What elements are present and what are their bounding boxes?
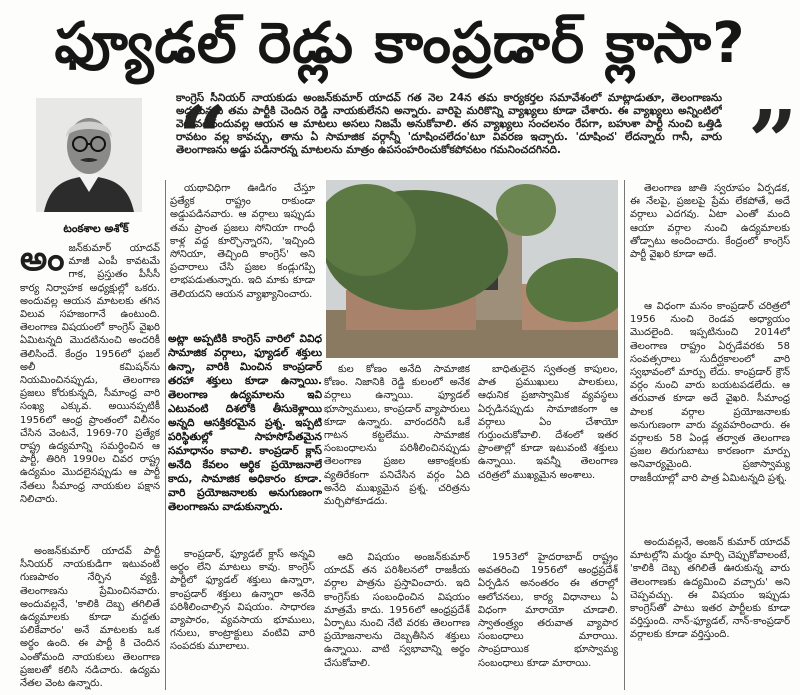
column-1-bottom	[20, 545, 160, 695]
fort-photo	[326, 180, 618, 358]
intro-paragraph: కాంగ్రెస్ సీనియర్ నాయకుడు అంజన్‌కుమార్ యాదవ్ గత నెల 24న తమ కార్యకర్తల సమావేశంలో మాట్లాడుతూ, తెలంగాణను అడ్డుకున్నది తమ పార్టీకి చెందిన రెడ్డి నాయకులేనని అన్నారు. వారిపై మరికొన్ని వ్యాఖ్యలు కూడా చేశారు. ఈ వ్యాఖ్యలు అన్నింటిలో వెలువడినందువల్ల ఆయన ఆ మాటలు అసలు నిజమే అనుకోవాలి. తన వ్యాఖ్యలు సంచలనం రేపగా, బహుశా పార్టీ నుంచి ఒత్తిడి రావటం వల్ల కావచ్చు, తాను ఏ సామాజిక వర్గాన్నీ 'దూషించలేదం'టూ వివరణ ఇచ్చారు. 'దూషించ' లేదన్నారు గానీ, వారు తెలంగాణను అడ్డు పడినారన్న మాటలను మాత్రం ఉపసంహరించుకోకపోవటం గమనించదగినది.	[176, 92, 722, 156]
close-quote-icon: ”	[748, 92, 798, 193]
paragraph: అంజన్‌కుమార్ యాదవ్ పార్టీ సీనియర్ నాయకుడిగా ఇటువంటి గుణపాఠం నేర్పిన వ్యక్తి. తెలంగాణను ప్రేమించినవారు. అందువల్లనే, 'కాలికి దెబ్బ తగిలితే ఉద్యమాలకు కూడా మద్దతు పలికేవారం' అనే మాటలకు ఒక అర్థం ఉంది. ఈ పార్టీ కి చెందిన ఎంతోమంది నాయకులు తెలంగాణ ప్రజలతో కలిసి నడిచారు. ఉద్యమ నేతల వెంట ఉన్నారు.	[20, 546, 160, 690]
paragraph: 1953లో హైదరాబాద్ రాష్ట్రం అవతరించి 1956లో ఆంధ్రప్రదేశ్ ఏర్పడిన అనంతరం ఈ తరాల్లో ఆలోచనలు, కార్య విధానాలు ఏ విధంగా మారాయో చూడాలి. స్వాతంత్ర్యం తరువాత వ్యాపార సంబంధాలు మారాయి. సాంప్రదాయిక భూస్వామ్య సంబంధాలు కూడా మారాయి.	[478, 552, 618, 669]
column-2-top	[170, 182, 315, 328]
column-3-bottom	[324, 551, 470, 695]
paragraph: ఆ విధంగా మనం కాంప్రడార్ చరిత్రలో 1956 నుంచి రెండవ అధ్యాయం మొదలైంది. ఇప్పటినుంచి 2014లో తెలంగాణ రాష్ట్రం ఏర్పడేవరకు 58 సంవత్సరాలు సుదీర్ఘకాలంలో వారి స్వభావంలో మార్పు లేదు. కాంప్రడార్ క్రౌన్ వర్గం నుంచి వారు బయటపడలేదు. ఆ తరువాత కూడా అదే వైఖరి. సీమాంధ్ర పాలక వర్గాల ప్రయోజనాలకు అనుగుణంగా వారు వ్యవహరించారు. ఈ వర్గాలకు 58 ఏండ్ల తర్వాత తెలంగాణ ప్రజల తిరుగుబాటు కారణంగా మార్పు అనివార్యమైంది. ప్రజాస్వామ్య రాజకీయాల్లో వారి పాత్ర ఏమిటన్నది ప్రశ్న.	[630, 301, 790, 484]
author-byline: టంకశాల అశోక్	[63, 222, 129, 235]
fort-ruins-icon	[326, 180, 618, 358]
column-5-middle	[630, 300, 790, 532]
author-portrait-icon	[36, 98, 142, 212]
headline: ఫ్యూడల్ రెడ్లు కాంప్రడార్ క్లాసా?	[54, 11, 746, 76]
paragraph: యథావిధిగా ఊడిగం చేస్తూ ప్రత్యేక రాష్ట్రం రాకుండా అడ్డుపడినవారు. ఆ వర్గాలు ఇప్పుడు తమ ప్రాంత ప్రజలు సోనియా గాంధీ కాళ్ల వద్ద కూర్చొన్నారని, 'ఇచ్చింది సోనియా, తెచ్చింది కాంగ్రెస్' అని ప్రచారాలు చేసి ప్రజల కండ్లుగప్పి లాభపడుతున్నారు. ఇది మాకు కూడా తెలియదని ఆయన వ్యాఖ్యానించారు.	[170, 183, 315, 300]
column-divider	[624, 180, 625, 690]
author-photo	[36, 98, 142, 212]
paragraph: అందువల్లనే, అంజన్ కుమార్ యాదవ్ మాటల్లోని మర్మం మార్చి చెప్పుకోవాలంటే, 'కాలికి దెబ్బ తగిలితే ఊరుకున్న వారు తెలంగాణకు ఉద్యమించి వచ్చారు' అని చెప్పవచ్చు. ఈ విషయం ఇప్పుడు కాంగ్రెస్‌తో పాటు ఇతర పార్టీలకు కూడా వర్తిస్తుంది. నాన్-ఫ్యూడల్, నాన్-కాంప్రడార్ వర్గాలకు కూడా వర్తిస్తుంది.	[630, 537, 790, 641]
pull-quote: అట్లా అప్పటికి కాంగ్రెస్ వారిలో వివిధ సామాజిక వర్గాలు, ఫ్యూడల్ శక్తులు ఉన్నా, వారికి మించిన కాంప్రడార్ తరహా శక్తులు కూడా ఉన్నాయి. తెలంగాణ ఉద్యమాలను ఇవి ఎటువంటి దిశలోకి తీసుకెళ్లాయి అన్నది ఆసక్తికరమైన ప్రశ్న. ఇప్పటి పరిస్థితుల్లో సాహసోపేతమైన సమాధానం కావాలి. కాంప్రడార్ క్లాస్ అనేది కేవలం ఆర్థిక ప్రయోజనాలే కాదు, సామాజిక అధికారం కూడా. వారి ప్రయోజనాలకు అనుగుణంగా తెలంగాణను వాడుకున్నారు.	[168, 333, 322, 513]
drop-cap: అం	[20, 242, 65, 279]
column-1-text: జన్‌కుమార్ యాదవ్ మాజీ ఎంపీ కావటమే గాక, ప్రస్తుతం పీసీసీ కార్య నిర్వాహక అధ్యక్షుల్లో ఒకరు. అందువల్ల ఆయన మాటలకు తగిన విలువ సహజంగానే ఉంటుంది. తెలంగాణ విషయంలో కాంగ్రెస్ వైఖరి ఏమిటన్నది మొదటినుంచి అందరికీ తెలిసిందే. కేంద్రం 1956లో ఫజల్ అలీ కమిషన్‌ను నియమించినప్పుడు, తెలంగాణ ప్రజలు కోరుకున్నది, సీమాంధ్ర వారి సంఖ్య ఎక్కువ. అయినప్పటికీ 1956లో ఆంధ్ర ప్రాంతంలో విలీనం చేసిన వెంటనే, 1969-70 ప్రత్యేక రాష్ట్ర ఉద్యమాన్ని సమర్థించిన ఆ పార్టీ, తిరిగి 1990ల చివర రాష్ట్ర ఉద్యమం మొదలైనప్పుడు ఆ పార్టీ నేతలు సీమాంధ్ర నాయకుల పక్షాన నిలిచారు.	[20, 243, 160, 505]
paragraph: తెలంగాణ జాతి స్వరూపం ఏర్పడక, ఈ నేలపై, ప్రజలపై ప్రేమ లేకపోతే, అదే వర్గాలు ఎదగవు. ఏటా ఎంతో మంది ఆయా వర్గాల నుంచి ఉద్యమాలకు తోడ్పాటు అందించారు. కేంద్రంలో కాంగ్రెస్ పార్టీ వైఖరి కూడా అదే.	[630, 183, 790, 261]
column-3-top	[324, 363, 470, 550]
column-2-bottom	[170, 548, 315, 695]
column-4-top	[478, 363, 618, 550]
paragraph: కాంప్రడార్, ఫ్యూడల్ క్లాస్ అన్నవి అర్థం లేని మాటలు కావు. కాంగ్రెస్ పార్టీలో ఫ్యూడల్ శక్తులు ఉన్నారా, కాంప్రడార్ శక్తులు ఉన్నారా అనేది పరిశీలించాల్సిన విషయం. సాధారణ వ్యాపారం, వ్యవసాయ భూములు, గనులు, కాంట్రాక్టులు వంటివి వారి సంపదకు మూలాలు.	[170, 549, 315, 653]
column-1-top	[20, 242, 160, 542]
column-divider	[165, 180, 166, 690]
column-5-top	[630, 182, 790, 292]
paragraph: ఆది విషయం అంజన్‌కుమార్ యాదవ్ తన పరిశీలనలో రాజకీయ వర్గాల పాత్రను ప్రస్తావించారు. ఇది కాంగ్రెస్‌కు సంబంధించిన విషయం మాత్రమే కాదు. 1956లో ఆంధ్రప్రదేశ్ ఏర్పాటు నుంచి నేటి వరకు తెలంగాణ ప్రయోజనాలను దెబ్బతీసిన శక్తులు ఉన్నాయి. వాటి స్వభావాన్ని అర్థం చేసుకోవాలి.	[324, 552, 470, 669]
column-4-bottom	[478, 551, 618, 695]
open-quote-icon: “	[178, 88, 228, 189]
column-5-bottom	[630, 536, 790, 695]
paragraph: కుల కోణం అనేది సామాజిక కోణం. నిజానికి రెడ్డి కులంలో అనేక వర్గాలు ఉన్నాయి. ఫ్యూడల్ భూస్వాములు, కాంప్రడార్ వ్యాపారులు కూడా ఉన్నారు. వారందరినీ ఒకే గాటన కట్టలేము. సామాజిక సంబంధాలను పరిశీలించినప్పుడు తెలంగాణ ప్రజల ఆకాంక్షలకు వ్యతిరేకంగా పనిచేసిన వర్గం ఏది అనేది ముఖ్యమైన ప్రశ్న. చరిత్రను మర్చిపోకూడదు.	[324, 364, 470, 508]
paragraph: బాధితులైన స్వతంత్ర కాపులం, పాత ప్రముఖులు పాలకులు, ఆధునిక ప్రజాస్వామిక వ్యవస్థలు ఏర్పడినప్పుడు సామాజికంగా ఆ వర్గాలు ఏం చేశాయో గుర్తుంచుకోవాలి. దేశంలో ఇతర ప్రాంతాల్లో కూడా ఇటువంటి శక్తులు ఉన్నాయి. ఇవన్నీ తెలంగాణ చరిత్రలో ముఖ్యమైన అంశాలు.	[478, 364, 618, 481]
